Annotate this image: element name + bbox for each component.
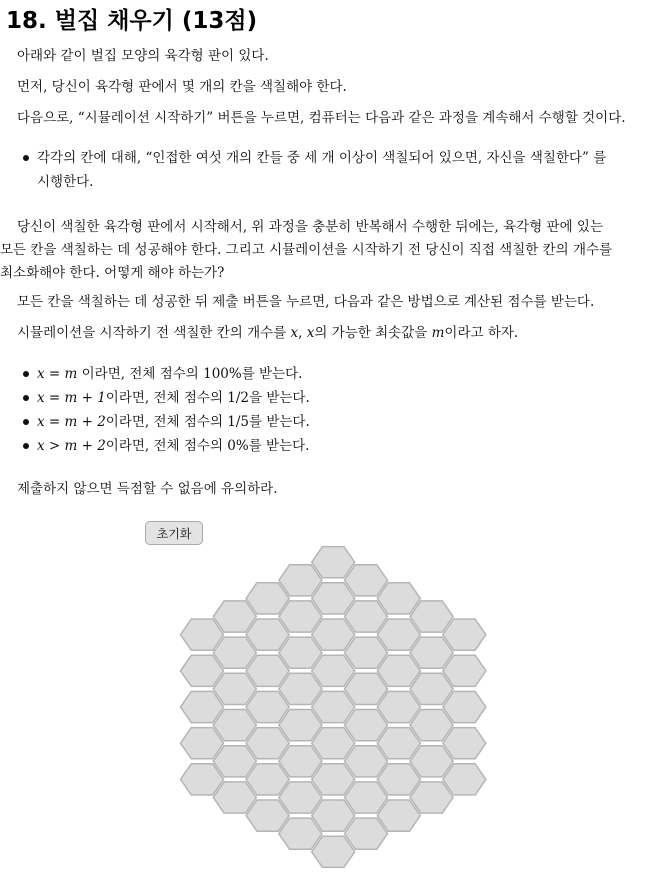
definition-pre: 시뮬레이션을 시작하기 전 색칠한 칸의 개수를 (17, 325, 287, 341)
definition-post: 이라고 하자. (444, 325, 519, 341)
hex-cell[interactable] (345, 565, 388, 596)
hex-cell[interactable] (279, 782, 322, 813)
goal-line-1: 당신이 색칠한 육각형 판에서 시작해서, 위 과정을 충분히 반복해서 수행한 뒤에는, 육각형 판에 있는 (17, 219, 604, 235)
var-x: x (290, 325, 299, 341)
hex-cell[interactable] (181, 728, 224, 759)
definition-text (17, 324, 518, 342)
hex-cell[interactable] (410, 637, 453, 668)
hex-cell[interactable] (410, 782, 453, 813)
score-item (37, 410, 310, 434)
hex-cell[interactable] (246, 764, 289, 795)
hex-cell[interactable] (410, 746, 453, 777)
bullet-dot (23, 155, 29, 161)
hex-cell[interactable] (246, 655, 289, 686)
hex-cell[interactable] (279, 710, 322, 741)
hex-cell[interactable] (345, 673, 388, 704)
hex-cell[interactable] (312, 800, 355, 831)
hex-cell[interactable] (312, 836, 355, 867)
score-item (37, 434, 310, 458)
hex-cell[interactable] (377, 583, 420, 614)
hex-cell[interactable] (312, 728, 355, 759)
scoring-intro: 모든 칸을 색칠하는 데 성공한 뒤 제출 버튼을 누르면, 다음과 같은 방법으로 계산된 점수를 받는다. (17, 294, 595, 310)
hex-cell[interactable] (279, 601, 322, 632)
bullet-dot (23, 371, 29, 377)
bullet-dot (23, 395, 29, 401)
instruction-text: 먼저, 당신이 육각형 판에서 몇 개의 칸을 색칠해야 한다. (17, 79, 347, 95)
hex-cell[interactable] (279, 746, 322, 777)
hex-cell[interactable] (213, 746, 256, 777)
hex-cell[interactable] (279, 565, 322, 596)
hex-cell[interactable] (345, 746, 388, 777)
hex-cell[interactable] (312, 583, 355, 614)
hex-cell[interactable] (246, 619, 289, 650)
hex-cell[interactable] (345, 782, 388, 813)
hex-cell[interactable] (377, 728, 420, 759)
hex-cell[interactable] (443, 764, 486, 795)
hex-cell[interactable] (377, 800, 420, 831)
hex-cell[interactable] (279, 818, 322, 849)
hex-cell[interactable] (213, 601, 256, 632)
hex-cell[interactable] (443, 691, 486, 722)
hex-cell[interactable] (345, 601, 388, 632)
hex-cell[interactable] (345, 637, 388, 668)
hex-cell[interactable] (181, 691, 224, 722)
hex-cell[interactable] (246, 691, 289, 722)
hex-cell[interactable] (246, 800, 289, 831)
rule-line-1: 각각의 칸에 대해, “인접한 여섯 개의 칸들 중 세 개 이상이 색칠되어 있으면, 자신을 색칠한다” 를 (37, 150, 607, 166)
definition-comma: , (298, 325, 303, 341)
hex-cell[interactable] (246, 583, 289, 614)
hex-cell[interactable] (312, 691, 355, 722)
intro-text: 아래와 같이 벌집 모양의 육각형 판이 있다. (17, 48, 269, 64)
hex-cell[interactable] (443, 619, 486, 650)
reset-button[interactable]: 초기화 (145, 521, 203, 545)
hex-cell[interactable] (312, 655, 355, 686)
page-title: 18. 벌집 채우기 (13점) (6, 8, 258, 34)
hex-cell[interactable] (377, 764, 420, 795)
hex-cell[interactable] (181, 619, 224, 650)
bullet-dot (23, 443, 29, 449)
var-m: m (431, 325, 445, 341)
hex-cell[interactable] (377, 619, 420, 650)
goal-line-2: 모든 칸을 색칠하는 데 성공해야 한다. 그리고 시뮬레이션을 시작하기 전 당신이 직접 색칠한 칸의 개수를 (0, 242, 613, 258)
rule-line-2: 시행한다. (37, 174, 94, 190)
hex-cell[interactable] (443, 728, 486, 759)
score-condition: x = m (37, 366, 78, 382)
hex-cell[interactable] (443, 655, 486, 686)
process-text: 다음으로, “시뮬레이션 시작하기” 버튼을 누르면, 컴퓨터는 다음과 같은 과정을 계속해서 수행할 것이다. (17, 110, 626, 126)
hex-cell[interactable] (246, 728, 289, 759)
score-text: 이라면, 전체 점수의 1/2을 받는다. (105, 390, 310, 406)
hex-cell[interactable] (279, 673, 322, 704)
hex-cell[interactable] (213, 710, 256, 741)
score-text: 이라면, 전체 점수의 0%를 받는다. (105, 438, 310, 454)
hex-cell[interactable] (213, 637, 256, 668)
definition-mid: 의 가능한 최솟값을 (314, 325, 428, 341)
hex-cell[interactable] (345, 818, 388, 849)
goal-line-3: 최소화해야 한다. 어떻게 해야 하는가? (0, 265, 225, 281)
rule-bullet (37, 146, 606, 194)
hex-cell[interactable] (279, 637, 322, 668)
score-condition: x = m + 1 (37, 390, 106, 406)
score-text: 이라면, 전체 점수의 1/5를 받는다. (105, 414, 310, 430)
hex-cell[interactable] (312, 547, 355, 578)
hex-cell[interactable] (410, 673, 453, 704)
score-condition: x = m + 2 (37, 414, 106, 430)
var-x: x (306, 325, 315, 341)
score-item (37, 386, 310, 410)
score-list (37, 362, 310, 458)
score-item (37, 362, 310, 386)
score-condition: x > m + 2 (37, 438, 106, 454)
hex-cell[interactable] (181, 764, 224, 795)
hex-cell[interactable] (377, 691, 420, 722)
hex-cell[interactable] (312, 619, 355, 650)
hex-cell[interactable] (181, 655, 224, 686)
hex-cell[interactable] (410, 601, 453, 632)
hex-cell[interactable] (213, 673, 256, 704)
hex-cell[interactable] (312, 764, 355, 795)
hex-cell[interactable] (410, 710, 453, 741)
hex-cell[interactable] (345, 710, 388, 741)
submit-note: 제출하지 않으면 득점할 수 없음에 유의하라. (17, 481, 278, 497)
bullet-dot (23, 419, 29, 425)
score-text: 이라면, 전체 점수의 100%를 받는다. (81, 366, 303, 382)
hex-cell[interactable] (377, 655, 420, 686)
hex-cell[interactable] (213, 782, 256, 813)
